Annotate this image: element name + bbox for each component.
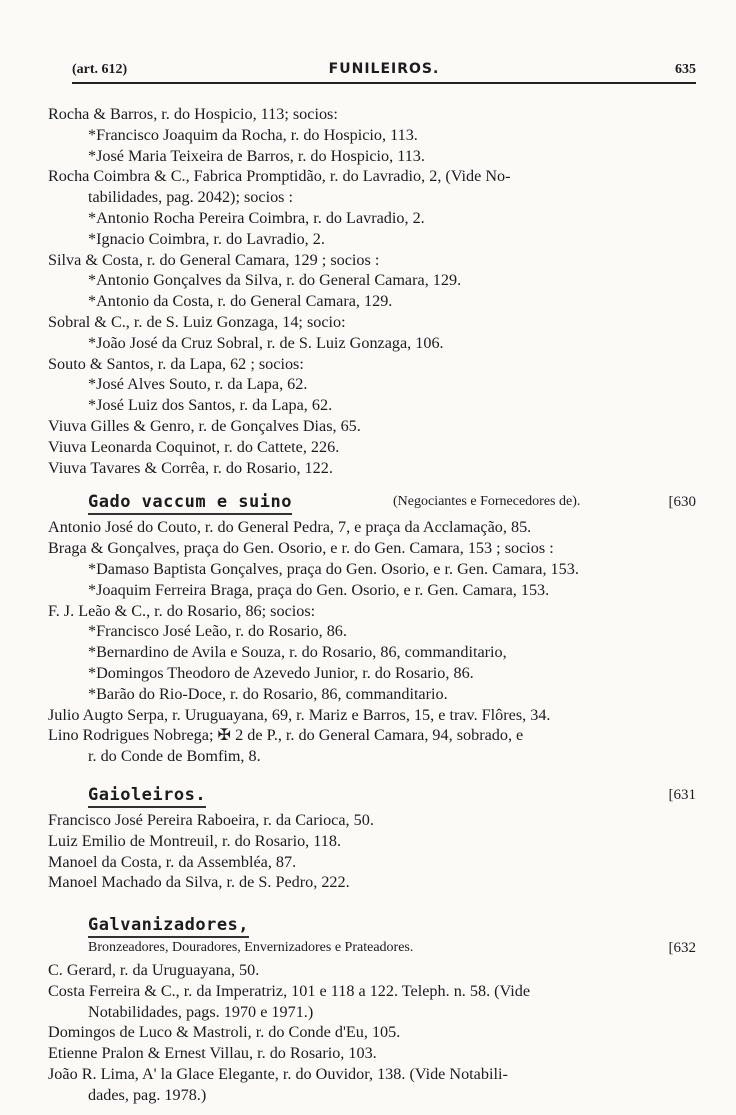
funileiros-list: [48, 104, 696, 478]
directory-entry-line: dades, pag. 1978.): [88, 1085, 207, 1104]
directory-entry-line: Francisco José Pereira Raboeira, r. da Carioca, 50.: [48, 810, 374, 829]
directory-entry-line: *Joaquim Ferreira Braga, praça do Gen. Osorio, e r. Gen. Camara, 153.: [88, 580, 550, 599]
directory-entry-line: Manoel da Costa, r. da Assembléa, 87.: [48, 852, 297, 871]
directory-entry-line: Notabilidades, pags. 1970 e 1971.): [88, 1002, 314, 1021]
section-title: Galvanizadores,: [88, 915, 250, 936]
directory-entry-line: r. do Conde de Bomfim, 8.: [88, 747, 261, 766]
section-subnote: Bronzeadores, Douradores, Envernizadores e Prateadores.: [88, 940, 414, 956]
directory-entry-line: *Antonio Gonçalves da Silva, r. do General Camara, 129.: [88, 271, 462, 290]
directory-entry-line: Domingos de Luco & Mastroli, r. do Conde d'Eu, 105.: [48, 1023, 401, 1042]
section-gado-heading: [48, 492, 696, 517]
directory-entry-line: *João José da Cruz Sobral, r. de S. Luiz Gonzaga, 106.: [88, 333, 444, 352]
directory-entry-line: *José Maria Teixeira de Barros, r. do Hospicio, 113.: [88, 146, 425, 165]
directory-entry-line: Luiz Emilio de Montreuil, r. do Rosario, 118.: [48, 831, 341, 850]
page-header: [72, 60, 696, 84]
directory-entry-line: Sobral & C., r. de S. Luiz Gonzaga, 14; socio:: [48, 312, 346, 331]
directory-entry-line: Rocha & Barros, r. do Hospicio, 113; socios:: [48, 105, 338, 123]
directory-entry-line: C. Gerard, r. da Uruguayana, 50.: [48, 961, 260, 980]
directory-entry-line: Julio Augto Serpa, r. Uruguayana, 69, r. Mariz e Barros, 15, e trav. Flôres, 34.: [48, 705, 551, 724]
directory-entry-line: Antonio José do Couto, r. do General Pedra, 7, e praça da Acclamação, 85.: [48, 518, 532, 537]
directory-entry-line: Costa Ferreira & C., r. da Imperatriz, 101 e 118 a 122. Teleph. n. 58. (Vide: [48, 981, 531, 1000]
page-title: FUNILEIROS.: [328, 61, 440, 77]
directory-entry-line: Viuva Leonarda Coquinot, r. do Cattete, 226.: [48, 437, 340, 456]
directory-entry-line: Silva & Costa, r. do General Camara, 129 ; socios :: [48, 250, 380, 269]
directory-entry-line: *Bernardino de Avila e Souza, r. do Rosario, 86, commanditario,: [88, 643, 507, 662]
gaioleiros-list: [48, 810, 696, 893]
page-content: [48, 104, 696, 1106]
gado-list: [48, 517, 696, 767]
article-range: (art. 612): [72, 62, 128, 77]
directory-entry-line: Manoel Machado da Silva, r. de S. Pedro, 222.: [48, 873, 350, 892]
directory-entry-line: Etienne Pralon & Ernest Villau, r. do Rosario, 103.: [48, 1044, 377, 1063]
galvanizadores-list: [48, 960, 696, 1106]
section-ref: [630: [668, 494, 696, 511]
directory-entry-line: Lino Rodrigues Nobrega; ✠ 2 de P., r. do General Camara, 94, sobrado, e: [48, 726, 524, 745]
page-number: 635: [675, 62, 696, 77]
directory-entry-line: *Domingos Theodoro de Azevedo Junior, r. do Rosario, 86.: [88, 663, 474, 682]
section-note: (Negociantes e Fornecedores de).: [393, 494, 581, 510]
section-title: Gaioleiros.: [88, 784, 207, 805]
directory-entry-line: *Antonio Rocha Pereira Coimbra, r. do Lavradio, 2.: [88, 208, 425, 227]
directory-entry-line: Viuva Tavares & Corrêa, r. do Rosario, 122.: [48, 458, 333, 477]
directory-entry-line: *José Luiz dos Santos, r. da Lapa, 62.: [88, 396, 333, 415]
section-subnote-row: [48, 940, 696, 960]
directory-entry-line: *Ignacio Coimbra, r. do Lavradio, 2.: [88, 229, 325, 248]
section-ref: [631: [668, 786, 696, 803]
directory-entry-line: *Damaso Baptista Gonçalves, praça do Gen. Osorio, e r. Gen. Camara, 153.: [88, 559, 579, 578]
directory-entry-line: *José Alves Souto, r. da Lapa, 62.: [88, 375, 308, 394]
directory-entry-line: Viuva Gilles & Genro, r. de Gonçalves Dias, 65.: [48, 416, 361, 435]
directory-entry-line: *Barão do Rio-Doce, r. do Rosario, 86, commanditario.: [88, 684, 448, 703]
directory-entry-line: João R. Lima, A' la Glace Elegante, r. do Ouvidor, 138. (Vide Notabili-: [48, 1065, 508, 1084]
section-ref: [632: [668, 940, 696, 957]
directory-entry-line: Souto & Santos, r. da Lapa, 62 ; socios:: [48, 354, 304, 373]
directory-entry-line: Rocha Coimbra & C., Fabrica Promptidão, r. do Lavradio, 2, (Vide No-: [48, 167, 511, 186]
directory-entry-line: *Francisco José Leão, r. do Rosario, 86.: [88, 622, 347, 641]
section-title: Gado vaccum e suino: [88, 492, 292, 513]
directory-entry-line: Braga & Gonçalves, praça do Gen. Osorio, e r. do Gen. Camara, 153 ; socios :: [48, 539, 554, 558]
directory-entry-line: tabilidades, pag. 2042); socios :: [88, 188, 294, 207]
directory-entry-line: *Antonio da Costa, r. do General Camara, 129.: [88, 292, 393, 311]
section-galvanizadores-heading: [48, 915, 696, 940]
directory-entry-line: *Francisco Joaquim da Rocha, r. do Hospicio, 113.: [88, 125, 418, 144]
directory-entry-line: F. J. Leão & C., r. do Rosario, 86; socios:: [48, 601, 316, 620]
section-gaioleiros-heading: [48, 785, 696, 810]
